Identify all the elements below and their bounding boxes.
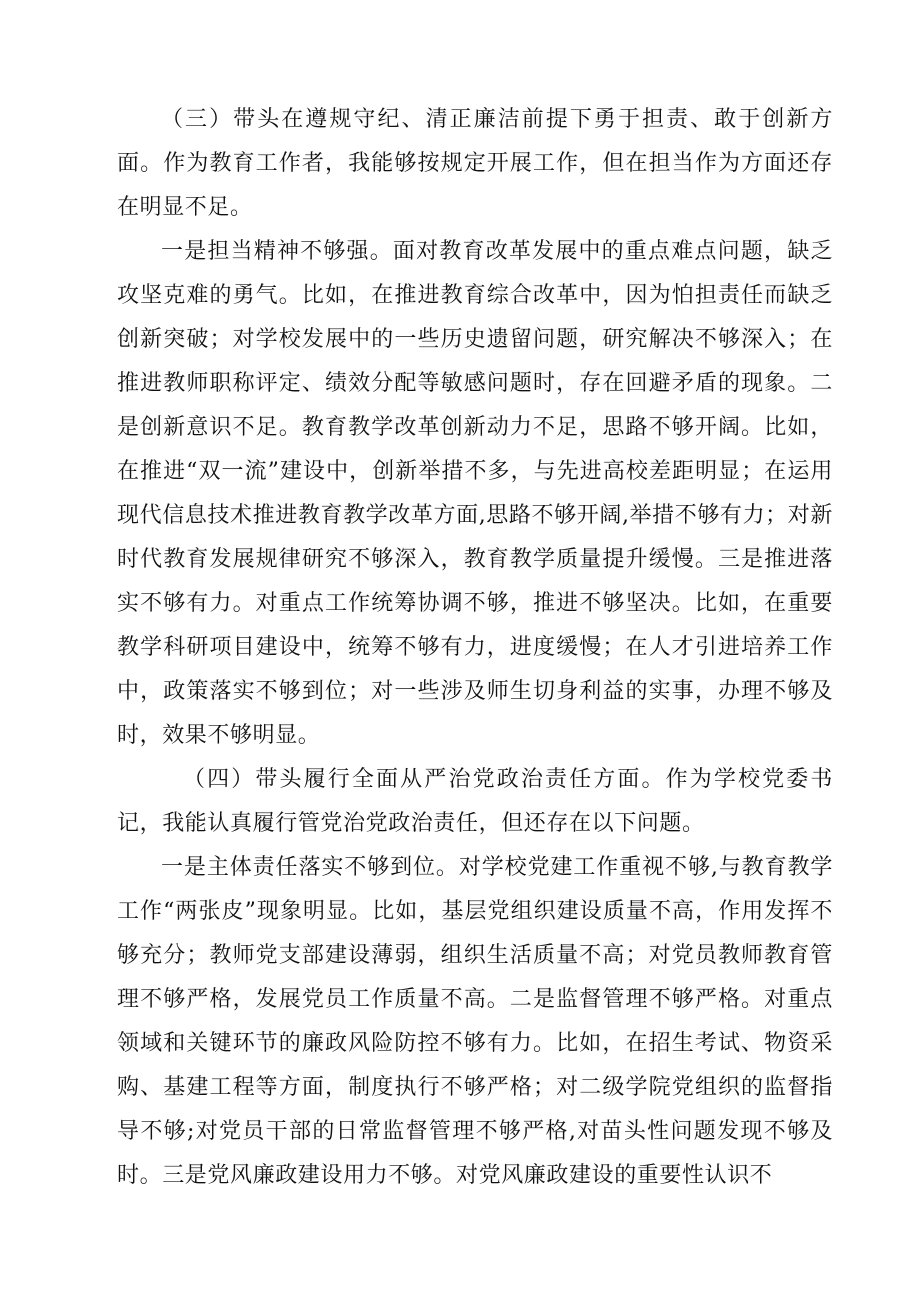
section-four-details-paragraph: 一是主体责任落实不够到位。对学校党建工作重视不够,与教育教学工作“两张皮”现象明显。比如，基层党组织建设质量不高，作用发挥不够充分；教师党支部建设薄弱，组织生活质量不高；对党员教师教育管理不够严格，发展党员工作质量不高。二是监督管理不够严格。对重点领域和关键环节的廉政风险防控不够有力。比如，在招生考试、物资采购、基建工程等方面，制度执行不够严格；对二级学院党组织的监督指导不够;对党员干部的日常监督管理不够严格,对苗头性问题发现不够及时。三是党风廉政建设用力不够。对党风廉政建设的重要性认识不: [117, 855, 833, 1188]
document-body: [117, 98, 833, 1198]
section-four-paragraph: （四）带头履行全面从严治党政治责任方面。作为学校党委书记，我能认真履行管党治党政治责任，但还存在以下问题。: [117, 767, 833, 836]
section-three-details-paragraph: 一是担当精神不够强。面对教育改革发展中的重点难点问题，缺乏攻坚克难的勇气。比如，在推进教育综合改革中，因为怕担责任而缺乏创新突破；对学校发展中的一些历史遗留问题，研究解决不够深入；在推进教师职称评定、绩效分配等敏感问题时，存在回避矛盾的现象。二是创新意识不足。教育教学改革创新动力不足，思路不够开阔。比如，在推进“双一流”建设中，创新举措不多，与先进高校差距明显；在运用现代信息技术推进教育教学改革方面,思路不够开阔,举措不够有力；对新时代教育发展规律研究不够深入，教育教学质量提升缓慢。三是推进落实不够有力。对重点工作统筹协调不够，推进不够坚决。比如，在重要教学科研项目建设中，统筹不够有力，进度缓慢；在人才引进培养工作中，政策落实不够到位；对一些涉及师生切身利益的实事，办理不够及时，效果不够明显。: [117, 239, 833, 748]
section-three-paragraph: （三）带头在遵规守纪、清正廉洁前提下勇于担责、敢于创新方面。作为教育工作者，我能够按规定开展工作，但在担当作为方面还存在明显不足。: [117, 107, 833, 220]
